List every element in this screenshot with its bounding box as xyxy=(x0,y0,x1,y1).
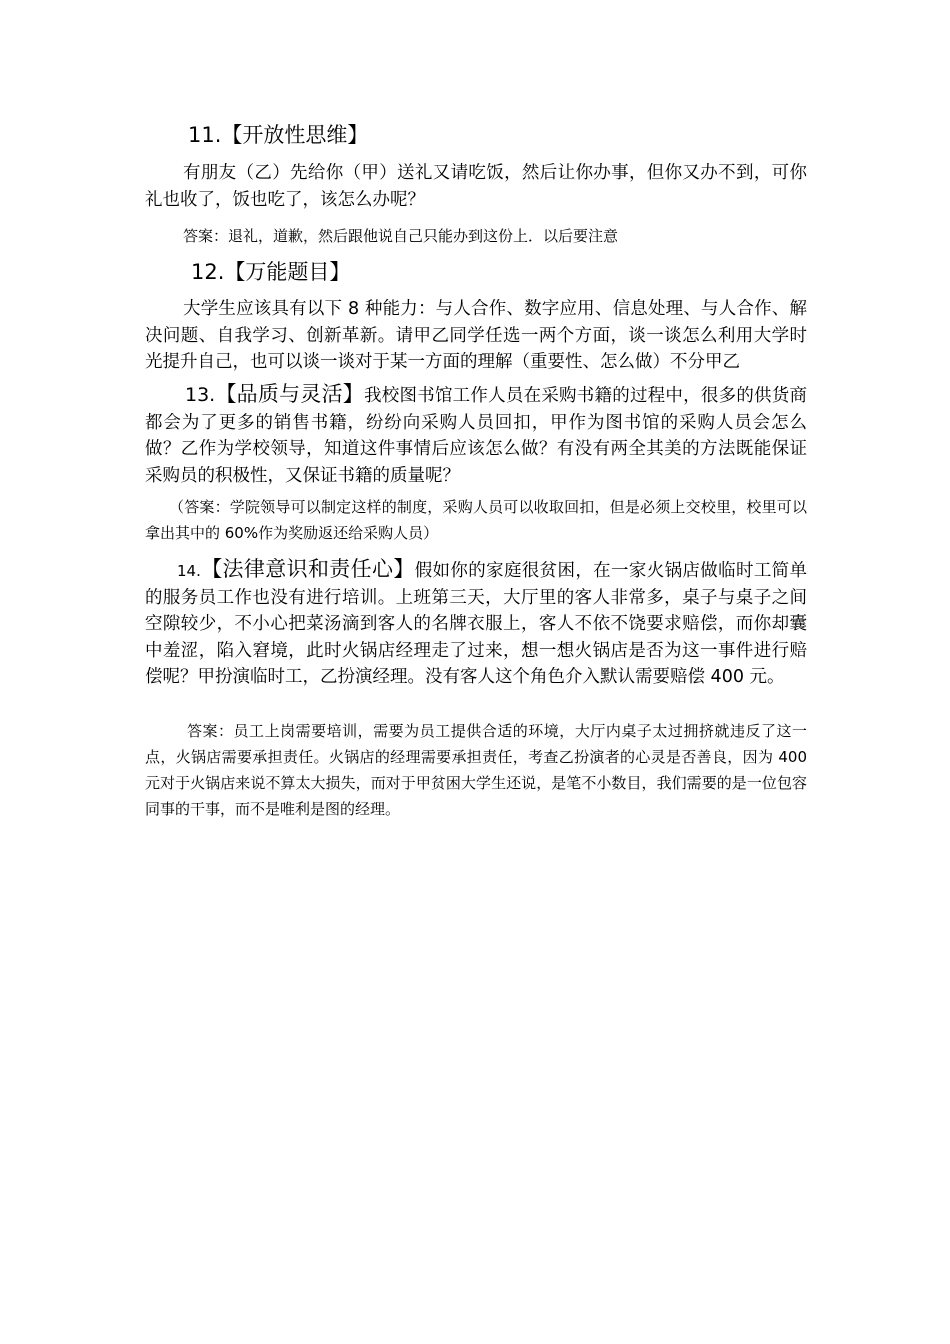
q14-number: 14. xyxy=(177,562,201,580)
q14-paragraph xyxy=(145,556,807,691)
q14-question: 假如你的家庭很贫困，在一家火锅店做临时工简单的服务员工作也没有进行培训。上班第三天，大厅里的客人非常多，桌子与桌子之间空隙较少，不小心把菜汤滴到客人的名牌衣服上，客人不依不饶要求赔偿，而你却囊中羞涩，陷入窘境，此时火锅店经理走了过来，想一想火锅店是否为这一事件进行赔偿呢？甲扮演临时工，乙扮演经理。没有客人这个角色介入默认需要赔偿 400 元。 xyxy=(145,561,808,687)
q11-answer: 答案：退礼，道歉，然后跟他说自己只能办到这份上．以后要注意 xyxy=(183,227,619,245)
q13-number: 13. xyxy=(185,384,216,406)
q13-question: 我校图书馆工作人员在采购书籍的过程中，很多的供货商都会为了更多的销售书籍，纷纷向采购人员回扣，甲作为图书馆的采购人员会怎么做？乙作为学校领导，知道这件事情后应该怎么做？有没有两全其美的方法既能保证采购员的积极性，又保证书籍的质量呢？ xyxy=(145,386,808,486)
q11-heading: 11.【开放性思维】 xyxy=(188,123,369,147)
q14-answer: 答案：员工上岗需要培训，需要为员工提供合适的环境，大厅内桌子太过拥挤就违反了这一点，火锅店需要承担责任。火锅店的经理需要承担责任，考查乙扮演者的心灵是否善良，因为 400 元对于火锅店来说不算太大损失，而对于甲贫困大学生还说，是笔不小数目，我们需要的是一位包容同事的干事，而不是唯利是图的经理。 xyxy=(145,722,807,818)
q12-question: 大学生应该具有以下 8 种能力：与人合作、数字应用、信息处理、与人合作、解决问题、自我学习、创新革新。请甲乙同学任选一两个方面，谈一谈怎么利用大学时光提升自己，也可以谈一谈对于某一方面的理解（重要性、怎么做）不分甲乙 xyxy=(145,299,807,372)
q14-title: 【法律意识和责任心】 xyxy=(200,557,415,581)
q13-answer: （答案：学院领导可以制定这样的制度，采购人员可以收取回扣，但是必须上交校里，校里可以拿出其中的 60%作为奖励返还给采购人员） xyxy=(145,498,807,542)
q12-heading: 12.【万能题目】 xyxy=(191,260,351,284)
q13-paragraph xyxy=(145,381,807,489)
q11-question: 有朋友（乙）先给你（甲）送礼又请吃饭，然后让你办事，但你又办不到，可你礼也收了，饭也吃了，该怎么办呢？ xyxy=(145,163,807,210)
q13-title: 【品质与灵活】 xyxy=(215,382,365,406)
